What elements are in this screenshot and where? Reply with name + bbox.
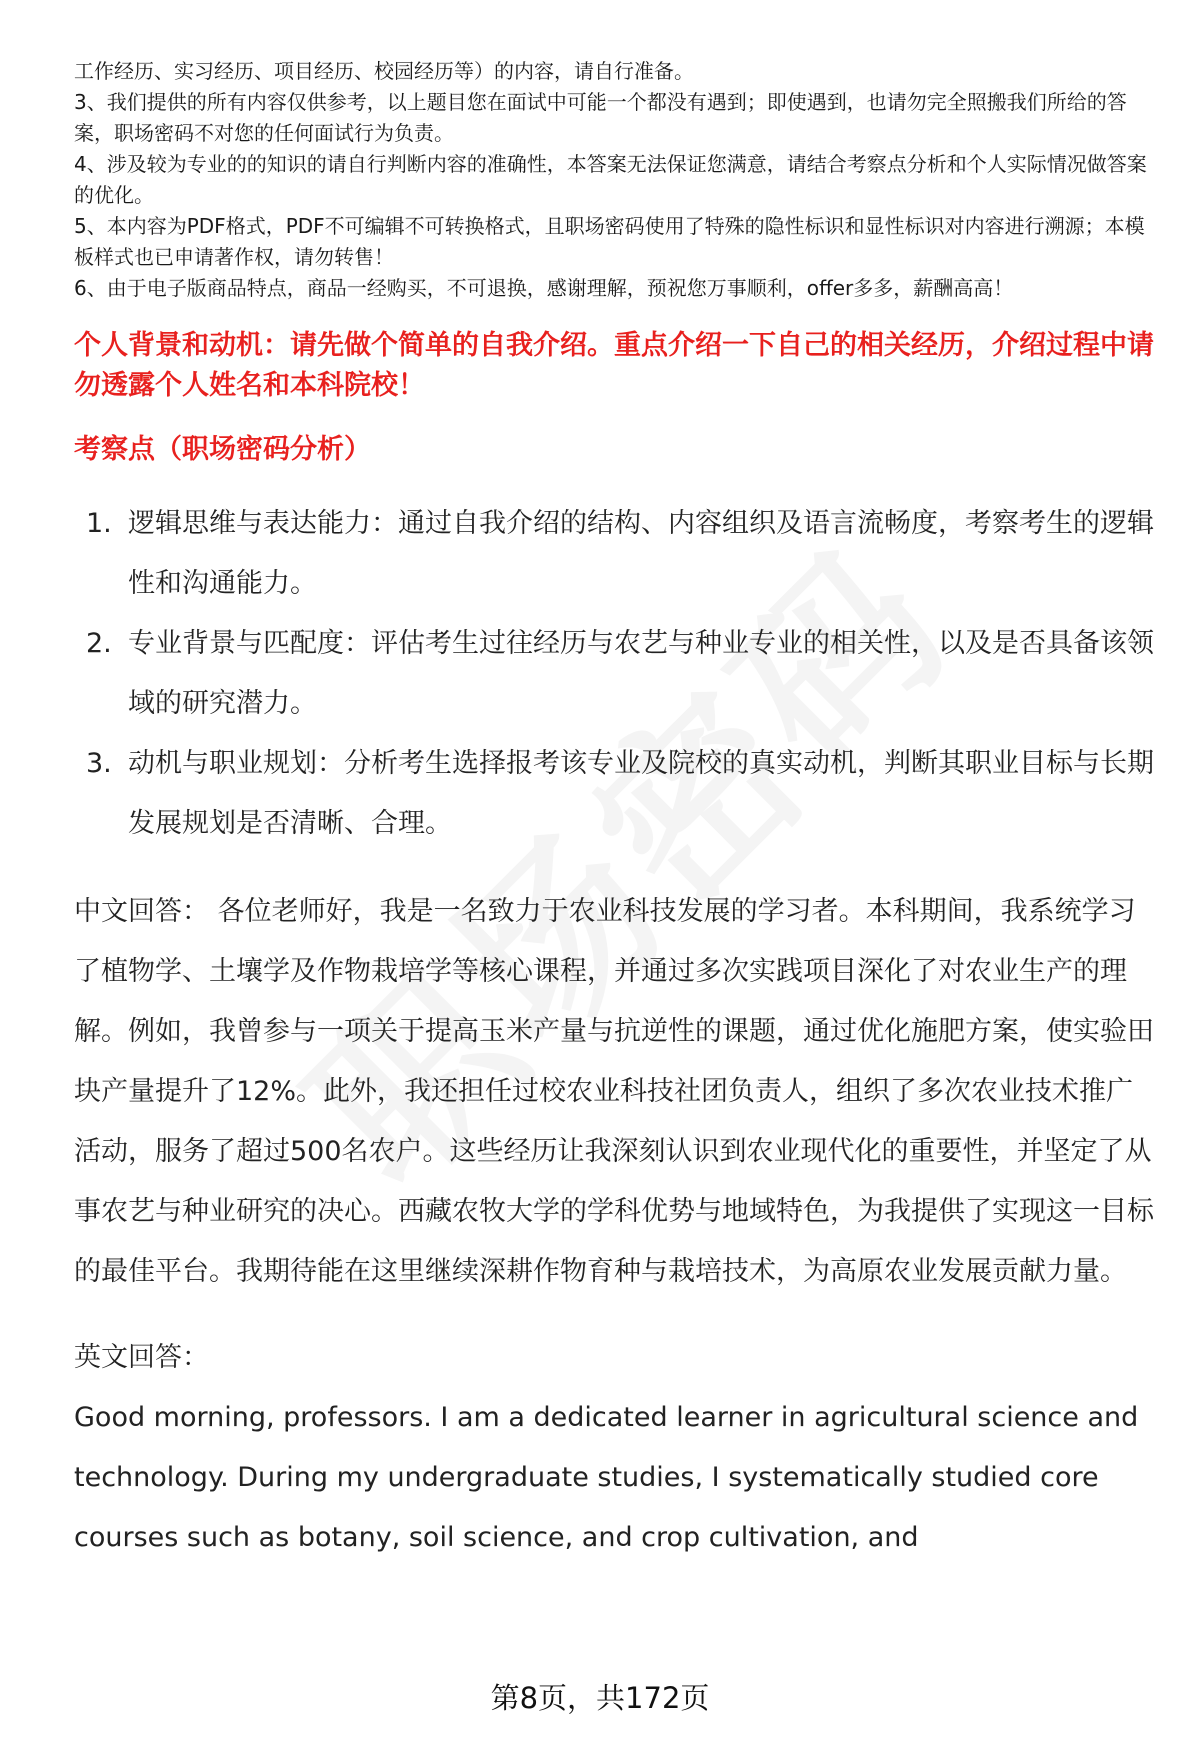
analysis-points xyxy=(74,494,1154,854)
point-number: 3. xyxy=(86,748,112,779)
notice-line: 4、涉及较为专业的的知识的请自行判断内容的准确性，本答案无法保证您满意，请结合考察点分析和个人实际情况做答案的优化。 xyxy=(74,152,1147,207)
chinese-answer-text: 中文回答： 各位老师好，我是一名致力于农业科技发展的学习者。本科期间，我系统学习了植物学、土壤学及作物栽培学等核心课程，并通过多次实践项目深化了对农业生产的理解。例如，我曾参与一项关于提高玉米产量与抗逆性的课题，通过优化施肥方案，使实验田块产量提升了12%。此外，我还担任过校农业科技社团负责人，组织了多次农业技术推广活动，服务了超过500名农户。这些经历让我深刻认识到农业现代化的重要性，并坚定了从事农艺与种业研究的决心。西藏农牧大学的学科优势与地域特色，为我提供了实现这一目标的最佳平台。我期待能在这里继续深耕作物育种与栽培技术，为高原农业发展贡献力量。 xyxy=(74,896,1154,1287)
chinese-answer xyxy=(74,882,1154,1302)
notice-line: 6、由于电子版商品特点，商品一经购买，不可退换，感谢理解，预祝您万事顺利，offer多多，薪酬高高！ xyxy=(74,276,1014,300)
question-heading: 个人背景和动机：请先做个简单的自我介绍。重点介绍一下自己的相关经历，介绍过程中请勿透露个人姓名和本科院校！ xyxy=(74,330,1154,401)
analysis-point xyxy=(74,614,1154,734)
point-number: 1. xyxy=(86,508,112,539)
point-number: 2. xyxy=(86,628,112,659)
page-number: 第8页，共172页 xyxy=(490,1681,710,1715)
notice-line: 工作经历、实习经历、项目经历、校园经历等）的内容，请自行准备。 xyxy=(74,59,694,83)
page-content xyxy=(74,56,1154,1568)
point-text: 专业背景与匹配度：评估考生过往经历与农艺与种业专业的相关性，以及是否具备该领域的研究潜力。 xyxy=(128,628,1154,719)
point-text: 动机与职业规划：分析考生选择报考该专业及院校的真实动机，判断其职业目标与长期发展规划是否清晰、合理。 xyxy=(128,748,1154,839)
english-answer-text: Good morning, professors. I am a dedicated learner in agricultural science and technology. During my undergraduate studies, I systematically studied core courses such as botany, soil science, and crop cultivation, and xyxy=(74,1402,1139,1553)
analysis-point xyxy=(74,494,1154,614)
english-answer-label: 英文回答： xyxy=(74,1342,209,1373)
notice-block xyxy=(74,56,1154,304)
notice-line: 3、我们提供的所有内容仅供参考，以上题目您在面试中可能一个都没有遇到；即使遇到，也请勿完全照搬我们所给的答案，职场密码不对您的任何面试行为负责。 xyxy=(74,90,1127,145)
analysis-point xyxy=(74,734,1154,854)
point-text: 逻辑思维与表达能力：通过自我介绍的结构、内容组织及语言流畅度，考察考生的逻辑性和沟通能力。 xyxy=(128,508,1154,599)
analysis-title: 考察点（职场密码分析） xyxy=(74,434,371,465)
notice-line: 5、本内容为PDF格式，PDF不可编辑不可转换格式，且职场密码使用了特殊的隐性标识和显性标识对内容进行溯源；本模板样式也已申请著作权，请勿转售！ xyxy=(74,214,1145,269)
